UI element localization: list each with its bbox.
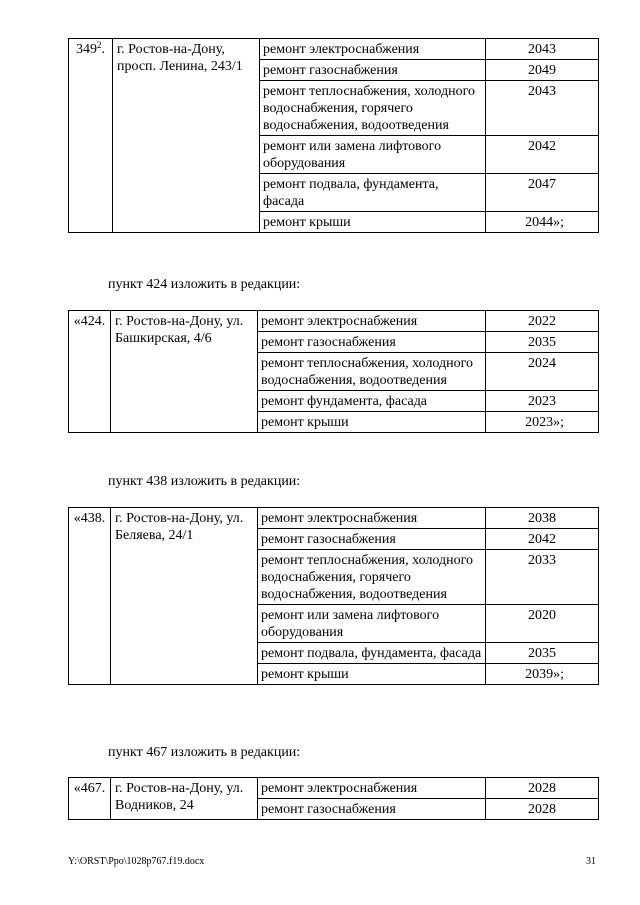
work-year: 2043 [486,81,599,136]
item-number: $349^2$. [69,39,113,233]
work-type: ремонт газоснабжения [258,799,486,820]
work-year: 2039»; [486,664,599,685]
amendment-paragraph: пункт 438 изложить в редакции: [108,474,301,489]
work-year: 2024 [486,353,599,391]
work-year: 2038 [486,508,599,529]
table-item-424 [68,310,599,433]
footer-page-number: 31 [586,856,596,867]
work-type: ремонт подвала, фундамента, фасада [260,174,486,212]
work-year: 2023»; [486,412,599,433]
work-year: 2049 [486,60,599,81]
work-year: 2028 [486,778,599,799]
item-address: г. Ростов-на-Дону, ул. Башкирская, 4/6 [111,311,258,433]
work-year: 2020 [486,605,599,643]
work-type: ремонт электроснабжения [258,778,486,799]
work-type: ремонт электроснабжения [260,39,486,60]
work-year: 2042 [486,529,599,550]
table-item-349 [68,38,599,233]
work-type: ремонт или замена лифтового оборудования [258,605,486,643]
table-item-438 [68,507,599,685]
work-type: ремонт газоснабжения [260,60,486,81]
work-year: 2042 [486,136,599,174]
work-year: 2047 [486,174,599,212]
work-type: ремонт электроснабжения [258,508,486,529]
amendment-paragraph: пункт 424 изложить в редакции: [108,277,301,292]
item-address: г. Ростов-на-Дону, просп. Ленина, 243/1 [113,39,260,233]
work-type: ремонт подвала, фундамента, фасада [258,643,486,664]
work-year: 2023 [486,391,599,412]
work-type: ремонт крыши [258,412,486,433]
work-type: ремонт фундамента, фасада [258,391,486,412]
amendment-paragraph: пункт 467 изложить в редакции: [108,745,301,760]
item-address: г. Ростов-на-Дону, ул. Беляева, 24/1 [111,508,258,685]
item-number: «424. [69,311,111,433]
work-type: ремонт газоснабжения [258,332,486,353]
work-year: 2044»; [486,212,599,233]
work-type: ремонт газоснабжения [258,529,486,550]
work-type: ремонт крыши [258,664,486,685]
work-year: 2033 [486,550,599,605]
item-number: «438. [69,508,111,685]
table-item-467 [68,777,599,820]
work-type: ремонт электроснабжения [258,311,486,332]
footer-file-path: Y:\ORST\Ppo\1028p767.f19.docx [68,856,205,867]
work-year: 2043 [486,39,599,60]
work-type: ремонт или замена лифтового оборудования [260,136,486,174]
item-address: г. Ростов-на-Дону, ул. Водников, 24 [111,778,258,820]
work-year: 2022 [486,311,599,332]
work-year: 2028 [486,799,599,820]
work-type: ремонт теплоснабжения, холодного водоснабжения, горячего водоснабжения, водоотведения [260,81,486,136]
work-type: ремонт теплоснабжения, холодного водоснабжения, водоотведения [258,353,486,391]
item-number: «467. [69,778,111,820]
work-year: 2035 [486,332,599,353]
work-type: ремонт крыши [260,212,486,233]
work-year: 2035 [486,643,599,664]
work-type: ремонт теплоснабжения, холодного водоснабжения, горячего водоснабжения, водоотведения [258,550,486,605]
